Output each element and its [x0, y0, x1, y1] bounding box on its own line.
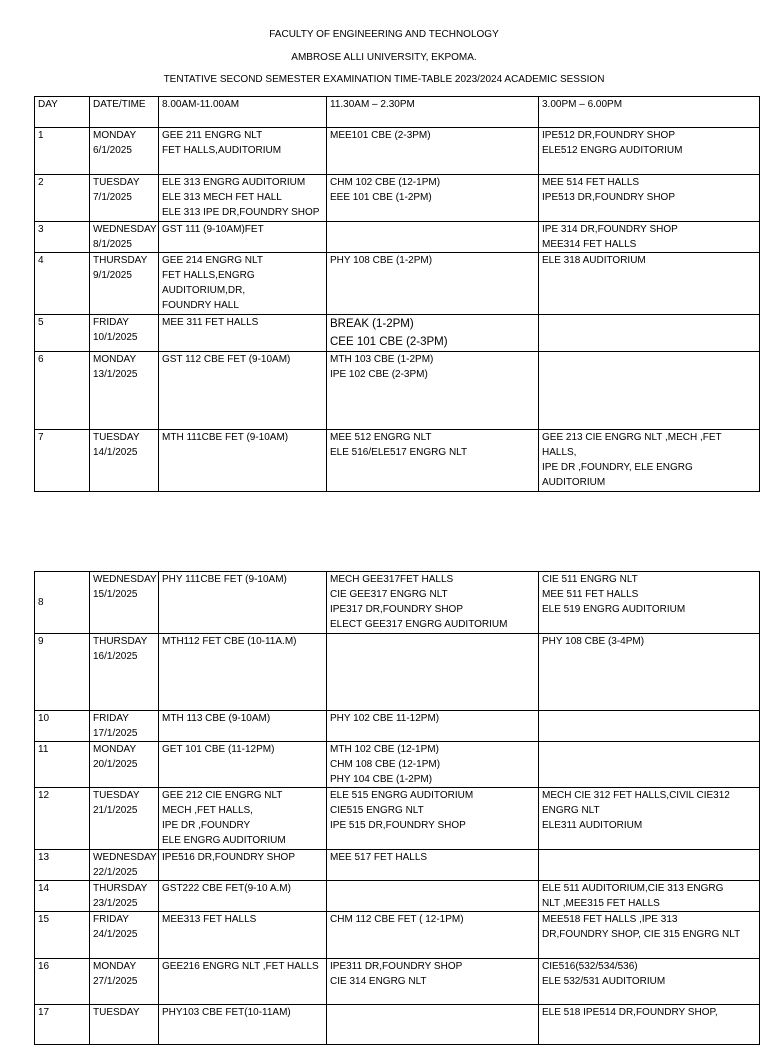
- slot-2-cell: IPE311 DR,FOUNDRY SHOP CIE 314 ENGRG NLT: [327, 959, 539, 1005]
- header-cell-day: DAY: [35, 97, 90, 128]
- slot-1-cell: MTH 113 CBE (9-10AM): [159, 711, 327, 742]
- slot-3-cell: [539, 315, 760, 352]
- university-title: AMBROSE ALLI UNIVERSITY, EKPOMA.: [291, 52, 477, 63]
- slot-1-cell: GEE 214 ENGRG NLT FET HALLS,ENGRG AUDITORIUM,DR, FOUNDRY HALL: [159, 253, 327, 315]
- table-row: [35, 959, 760, 1005]
- day-cell: 1: [35, 128, 90, 175]
- faculty-title: FACULTY OF ENGINEERING AND TECHNOLOGY: [269, 29, 499, 40]
- header-cell-slot-3: 3.00PM – 6.00PM: [539, 97, 760, 128]
- day-cell: 6: [35, 352, 90, 430]
- day-cell: 8: [35, 572, 90, 634]
- slot-2-cell: MTH 102 CBE (12-1PM) CHM 108 CBE (12-1PM) PHY 104 CBE (1-2PM): [327, 742, 539, 788]
- slot-2-cell: [327, 634, 539, 711]
- day-cell: 13: [35, 850, 90, 881]
- slot-1-cell: GEE 212 CIE ENGRG NLT MECH ,FET HALLS, IPE DR ,FOUNDRY ELE ENGRG AUDITORIUM: [159, 788, 327, 850]
- date-cell: WEDNESDAY 22/1/2025: [90, 850, 159, 881]
- slot-1-cell: IPE516 DR,FOUNDRY SHOP: [159, 850, 327, 881]
- slot-2-cell: ELE 515 ENGRG AUDITORIUM CIE515 ENGRG NLT IPE 515 DR,FOUNDRY SHOP: [327, 788, 539, 850]
- date-cell: FRIDAY 10/1/2025: [90, 315, 159, 352]
- date-cell: MONDAY 13/1/2025: [90, 352, 159, 430]
- slot-2-cell: BREAK (1-2PM) CEE 101 CBE (2-3PM): [327, 315, 539, 352]
- timetable-part-1: [34, 96, 760, 492]
- table-row: [35, 742, 760, 788]
- slot-3-cell: ELE 518 IPE514 DR,FOUNDRY SHOP,: [539, 1005, 760, 1045]
- slot-3-cell: [539, 711, 760, 742]
- slot-2-cell: PHY 102 CBE 11-12PM): [327, 711, 539, 742]
- slot-3-cell: IPE 314 DR,FOUNDRY SHOP MEE314 FET HALLS: [539, 222, 760, 253]
- slot-2-cell: MECH GEE317FET HALLS CIE GEE317 ENGRG NLT IPE317 DR,FOUNDRY SHOP ELECT GEE317 ENGRG AUDITORIUM: [327, 572, 539, 634]
- slot-3-cell: MEE 514 FET HALLS IPE513 DR,FOUNDRY SHOP: [539, 175, 760, 222]
- slot-2-cell: CHM 112 CBE FET ( 12-1PM): [327, 912, 539, 959]
- day-cell: 2: [35, 175, 90, 222]
- date-cell: MONDAY 20/1/2025: [90, 742, 159, 788]
- date-cell: FRIDAY 17/1/2025: [90, 711, 159, 742]
- table-row: [35, 352, 760, 430]
- table-header-row: [35, 97, 760, 128]
- day-cell: 7: [35, 430, 90, 492]
- slot-2-cell: CHM 102 CBE (12-1PM) EEE 101 CBE (1-2PM): [327, 175, 539, 222]
- date-cell: FRIDAY 24/1/2025: [90, 912, 159, 959]
- table-row: [35, 1005, 760, 1045]
- date-cell: TUESDAY 21/1/2025: [90, 788, 159, 850]
- day-cell: 12: [35, 788, 90, 850]
- slot-3-cell: CIE 511 ENGRG NLT MEE 511 FET HALLS ELE 519 ENGRG AUDITORIUM: [539, 572, 760, 634]
- slot-2-cell: MEE 517 FET HALLS: [327, 850, 539, 881]
- slot-1-cell: PHY103 CBE FET(10-11AM): [159, 1005, 327, 1045]
- table-row: [35, 430, 760, 492]
- table-row: [35, 253, 760, 315]
- slot-1-cell: PHY 111CBE FET (9-10AM): [159, 572, 327, 634]
- slot-3-cell: ELE 511 AUDITORIUM,CIE 313 ENGRG NLT ,MEE315 FET HALLS: [539, 881, 760, 912]
- slot-1-cell: MTH112 FET CBE (10-11A.M): [159, 634, 327, 711]
- day-cell: 15: [35, 912, 90, 959]
- slot-2-cell: [327, 1005, 539, 1045]
- slot-3-cell: [539, 850, 760, 881]
- slot-1-cell: MTH 111CBE FET (9-10AM): [159, 430, 327, 492]
- slot-2-cell: MEE 512 ENGRG NLT ELE 516/ELE517 ENGRG NLT: [327, 430, 539, 492]
- date-cell: WEDNESDAY 15/1/2025: [90, 572, 159, 634]
- date-cell: TUESDAY 14/1/2025: [90, 430, 159, 492]
- slot-3-cell: ELE 318 AUDITORIUM: [539, 253, 760, 315]
- day-cell: 10: [35, 711, 90, 742]
- date-cell: TUESDAY 7/1/2025: [90, 175, 159, 222]
- day-cell: 4: [35, 253, 90, 315]
- slot-3-cell: MECH CIE 312 FET HALLS,CIVIL CIE312 ENGRG NLT ELE311 AUDITORIUM: [539, 788, 760, 850]
- slot-2-cell: PHY 108 CBE (1-2PM): [327, 253, 539, 315]
- slot-3-cell: PHY 108 CBE (3-4PM): [539, 634, 760, 711]
- slot-1-cell: GST222 CBE FET(9-10 A.M): [159, 881, 327, 912]
- day-cell: 5: [35, 315, 90, 352]
- table-row: [35, 881, 760, 912]
- table-row: [35, 788, 760, 850]
- slot-3-cell: IPE512 DR,FOUNDRY SHOP ELE512 ENGRG AUDITORIUM: [539, 128, 760, 175]
- table-row: [35, 572, 760, 634]
- date-cell: WEDNESDAY 8/1/2025: [90, 222, 159, 253]
- day-cell: 9: [35, 634, 90, 711]
- slot-2-cell: [327, 881, 539, 912]
- slot-3-cell: CIE516(532/534/536) ELE 532/531 AUDITORIUM: [539, 959, 760, 1005]
- slot-3-cell: [539, 352, 760, 430]
- date-cell: MONDAY 27/1/2025: [90, 959, 159, 1005]
- date-cell: THURSDAY 16/1/2025: [90, 634, 159, 711]
- table-row: [35, 634, 760, 711]
- header-cell-date: DATE/TIME: [90, 97, 159, 128]
- date-cell: THURSDAY 23/1/2025: [90, 881, 159, 912]
- timetable-part-2: [34, 571, 760, 1045]
- day-cell: 3: [35, 222, 90, 253]
- slot-1-cell: GST 112 CBE FET (9-10AM): [159, 352, 327, 430]
- slot-1-cell: GST 111 (9-10AM)FET: [159, 222, 327, 253]
- timetable-title: TENTATIVE SECOND SEMESTER EXAMINATION TIME-TABLE 2023/2024 ACADEMIC SESSION: [163, 74, 605, 85]
- table-row: [35, 912, 760, 959]
- table-row: [35, 222, 760, 253]
- slot-2-cell: MTH 103 CBE (1-2PM) IPE 102 CBE (2-3PM): [327, 352, 539, 430]
- table-row: [35, 711, 760, 742]
- day-cell: 14: [35, 881, 90, 912]
- slot-1-cell: GET 101 CBE (11-12PM): [159, 742, 327, 788]
- slot-1-cell: GEE 211 ENGRG NLT FET HALLS,AUDITORIUM: [159, 128, 327, 175]
- day-cell: 17: [35, 1005, 90, 1045]
- date-cell: TUESDAY: [90, 1005, 159, 1045]
- table-row: [35, 128, 760, 175]
- day-cell: 16: [35, 959, 90, 1005]
- day-cell: 11: [35, 742, 90, 788]
- table-row: [35, 175, 760, 222]
- slot-1-cell: GEE216 ENGRG NLT ,FET HALLS: [159, 959, 327, 1005]
- slot-3-cell: GEE 213 CIE ENGRG NLT ,MECH ,FET HALLS, IPE DR ,FOUNDRY, ELE ENGRG AUDITORIUM: [539, 430, 760, 492]
- header-cell-slot-1: 8.00AM-11.00AM: [159, 97, 327, 128]
- slot-1-cell: ELE 313 ENGRG AUDITORIUM ELE 313 MECH FET HALL ELE 313 IPE DR,FOUNDRY SHOP: [159, 175, 327, 222]
- slot-2-cell: [327, 222, 539, 253]
- header-cell-slot-2: 11.30AM – 2.30PM: [327, 97, 539, 128]
- table-row: [35, 315, 760, 352]
- slot-3-cell: MEE518 FET HALLS ,IPE 313 DR,FOUNDRY SHOP, CIE 315 ENGRG NLT: [539, 912, 760, 959]
- slot-2-cell: MEE101 CBE (2-3PM): [327, 128, 539, 175]
- date-cell: THURSDAY 9/1/2025: [90, 253, 159, 315]
- table-row: [35, 850, 760, 881]
- slot-1-cell: MEE313 FET HALLS: [159, 912, 327, 959]
- date-cell: MONDAY 6/1/2025: [90, 128, 159, 175]
- slot-1-cell: MEE 311 FET HALLS: [159, 315, 327, 352]
- slot-3-cell: [539, 742, 760, 788]
